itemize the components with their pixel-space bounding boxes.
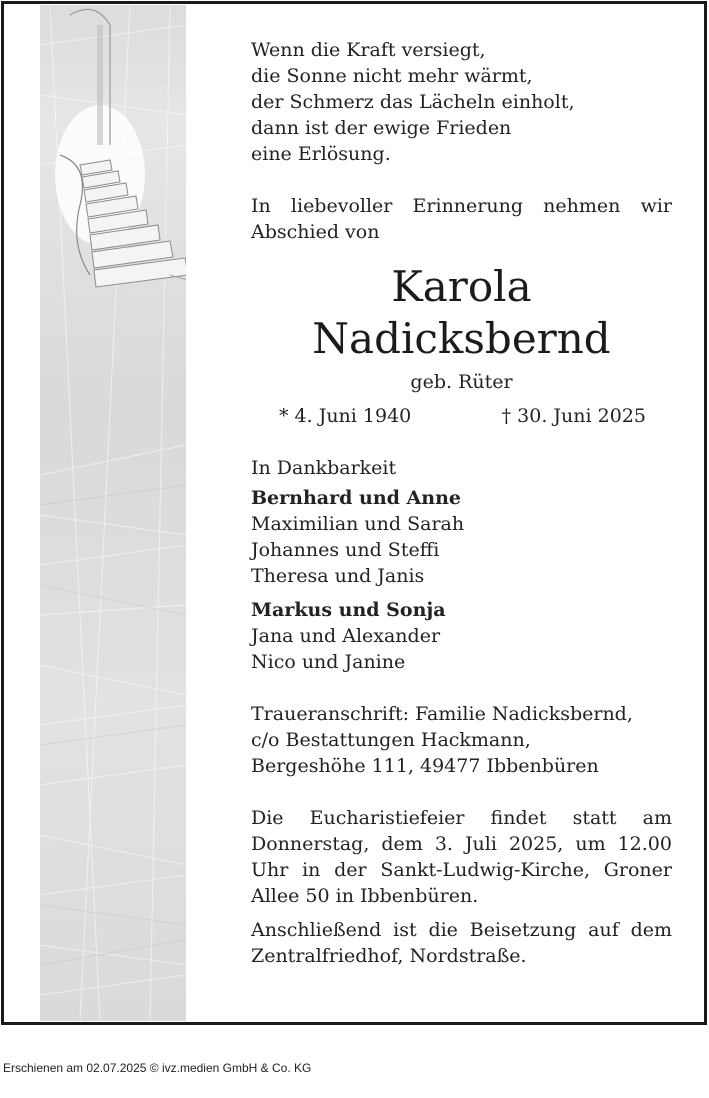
last-name: Nadicksbernd	[312, 314, 611, 363]
deceased-name	[251, 261, 672, 365]
poem-line: Wenn die Kraft versiegt,	[251, 39, 486, 61]
birth-name: geb. Rüter	[410, 371, 513, 393]
family-head: Bernhard und Anne	[251, 487, 461, 509]
address-line: Bergeshöhe 111, 49477 Ibbenbüren	[251, 755, 599, 777]
poem-line: dann ist der ewige Frieden	[251, 117, 512, 139]
poem-line: eine Erlösung.	[251, 143, 391, 165]
poem-line: die Sonne nicht mehr wärmt,	[251, 65, 533, 87]
address-line: Traueranschrift: Familie Nadicksbernd,	[251, 703, 633, 725]
family-member: Nico und Janine	[251, 651, 406, 673]
intro-text: In liebevoller Erinnerung nehmen wir Abschied von	[251, 195, 672, 243]
life-dates	[251, 403, 672, 429]
obituary-content	[251, 37, 672, 969]
obituary-frame	[1, 1, 707, 1025]
burial-info: Anschließend ist die Beisetzung auf dem Zentralfriedhof, Nordstraße.	[251, 919, 672, 967]
address-line: c/o Bestattungen Hackmann,	[251, 729, 531, 751]
family-group	[251, 597, 672, 675]
first-name: Karola	[391, 262, 532, 311]
poem	[251, 37, 672, 167]
family-group	[251, 485, 672, 589]
birth-date: * 4. Juni 1940	[279, 405, 412, 427]
service-info: Die Eucharistiefeier findet statt am Donnerstag, dem 3. Juli 2025, um 12.00 Uhr in der Sankt-Ludwig-Kirche, Groner Allee 50 in Ibbenbüren.	[251, 807, 672, 907]
gratitude-label: In Dankbarkeit	[251, 457, 397, 479]
poem-line: der Schmerz das Lächeln einholt,	[251, 91, 575, 113]
family-member: Johannes und Steffi	[251, 539, 440, 561]
death-date: † 30. Juni 2025	[501, 405, 646, 427]
family-member: Jana und Alexander	[251, 625, 441, 647]
stairway-icon	[40, 5, 186, 305]
mourning-address	[251, 701, 672, 779]
family-head: Markus und Sonja	[251, 599, 446, 621]
family-member: Theresa und Janis	[251, 565, 425, 587]
family-member: Maximilian und Sarah	[251, 513, 465, 535]
publication-footer: Erschienen am 02.07.2025 © ivz.medien GmbH & Co. KG	[3, 1061, 312, 1075]
decorative-strip	[40, 5, 186, 1021]
